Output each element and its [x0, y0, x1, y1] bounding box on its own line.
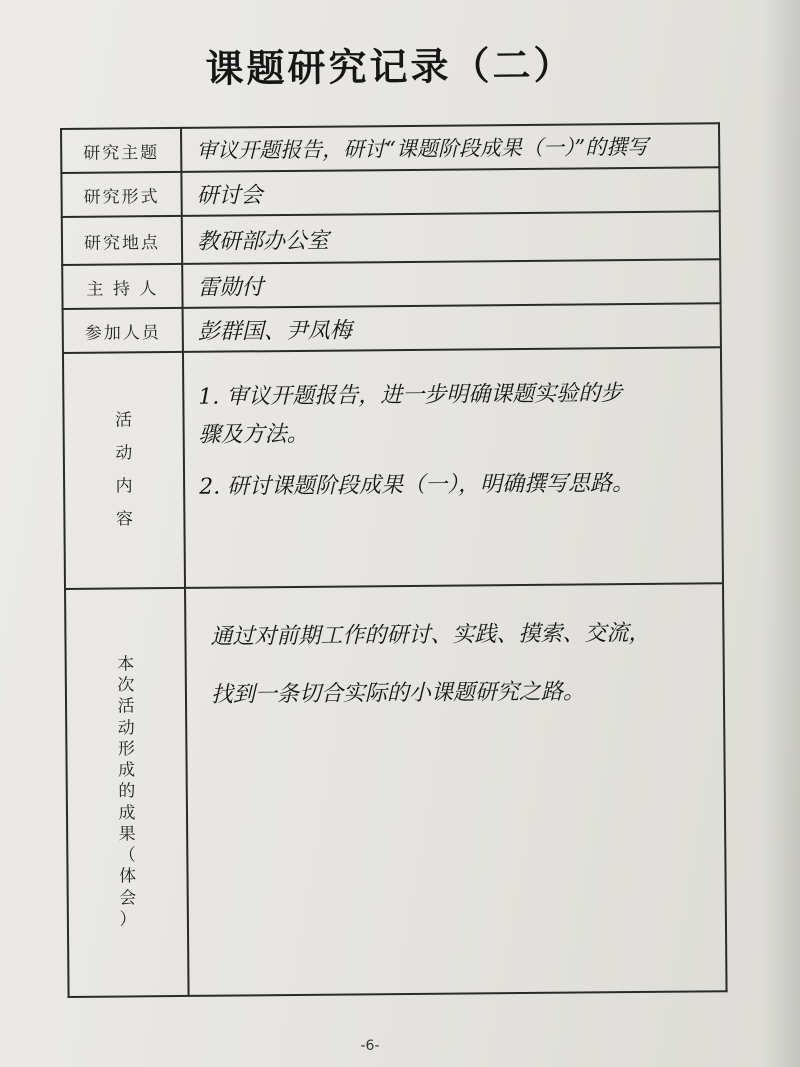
activity-label	[63, 352, 185, 589]
result-line: 通过对前期工作的研讨、实践、摸索、交流，	[210, 620, 651, 650]
result-label-char: 成	[118, 760, 136, 781]
activity-label-char: 内	[115, 476, 133, 497]
row-host	[62, 259, 720, 309]
row-result	[65, 583, 727, 997]
row-location	[62, 211, 720, 265]
row-form	[61, 167, 719, 217]
result-label-char: 次	[117, 675, 135, 696]
result-label-char: （	[118, 845, 136, 866]
result-label-char: 会	[119, 887, 137, 909]
activity-label-char: 动	[115, 443, 133, 464]
result-line: 找到一条切合实际的小课题研究之路。	[210, 679, 586, 708]
result-label	[65, 588, 189, 997]
result-label-char: 本	[117, 654, 135, 675]
row-activity	[63, 347, 723, 589]
result-label-char: 体	[118, 866, 137, 887]
activity-line: 1. 审议开题报告，进一步明确课题实验的步	[198, 381, 623, 410]
location-value: 教研部办公室	[182, 211, 720, 264]
row-theme	[61, 123, 719, 173]
activity-content	[183, 347, 723, 588]
result-label-char: ）	[119, 909, 137, 930]
document-title: 课题研究记录（二）	[205, 43, 575, 91]
activity-label-char: 容	[115, 509, 134, 530]
form-label: 研究形式	[61, 172, 181, 217]
location-label: 研究地点	[62, 216, 182, 265]
result-label-char: 成	[118, 802, 136, 824]
result-content	[185, 583, 727, 996]
theme-label: 研究主题	[61, 128, 181, 173]
result-label-char: 的	[118, 781, 136, 802]
result-label-char: 果	[118, 824, 136, 845]
record-form	[60, 122, 726, 1008]
activity-label-char: 活	[114, 409, 133, 431]
form-value: 研讨会	[181, 167, 719, 216]
participants-label: 参加人员	[63, 308, 183, 353]
row-participants	[63, 303, 721, 353]
theme-value: 审议开题报告，研讨“课题阶段成果（一）”的撰写	[181, 123, 719, 172]
participants-value: 彭群国、尹凤梅	[183, 303, 721, 352]
host-value: 雷勋付	[182, 259, 720, 308]
record-table	[60, 122, 728, 998]
result-label-char: 形	[117, 739, 136, 760]
activity-line: 骤及方法。	[198, 421, 309, 448]
result-label-char: 动	[117, 717, 135, 739]
activity-line: 2. 研讨课题阶段成果（一），明确撰写思路。	[199, 471, 635, 500]
host-label: 主 持 人	[62, 264, 182, 309]
page-edge-shadow	[762, 0, 800, 1067]
page-number: -6-	[360, 1038, 380, 1054]
result-label-char: 活	[117, 696, 135, 717]
